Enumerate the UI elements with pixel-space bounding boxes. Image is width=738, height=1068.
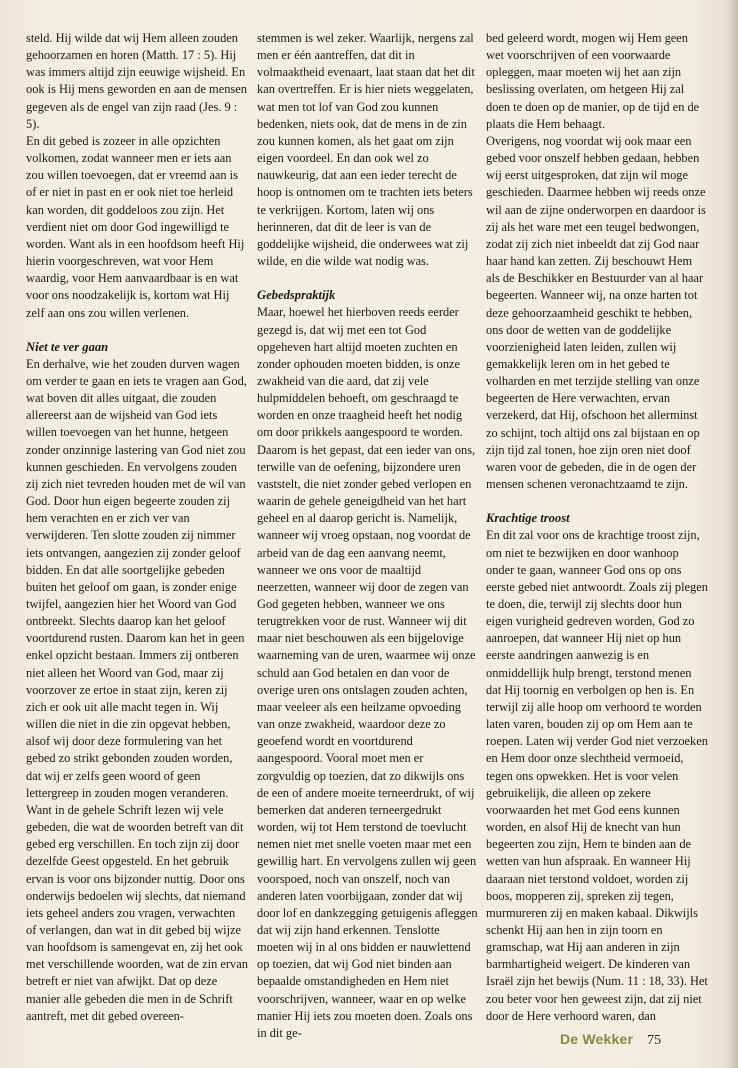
section-gap — [486, 493, 708, 510]
section-heading: Niet te ver gaan — [26, 339, 109, 354]
page-edge-shadow — [726, 0, 738, 1068]
paragraph: En dit gebed is zozeer in alle opzichten volkomen, zodat wanneer men er iets aan zou willen toevoegen, dat er vreemd aan is of er niet in past en er ook niet toe herleid kan worden, dit goddeloos zou zijn. Het verdient niet om door God ingewilligd te worden. Want als in een hoofdsom heeft Hij hierin voorgeschreven, wat voor Hem waardig, voor Hem aanvaardbaar is en wat voor ons noodzakelijk is, kortom wat Hij zelf aan ons zou willen verlenen. — [26, 133, 245, 320]
section-heading: Krachtige troost — [486, 511, 570, 526]
text-column-1 — [26, 30, 248, 1025]
magazine-name: De Wekker — [560, 1031, 634, 1047]
paragraph: Maar, hoewel het hierboven reeds eerder gezegd is, dat wij met een tot God opgeheven hart altijd moeten zuchten en zonder ophouden moeten bidden, is onze zwakheid van die aard, dat zij vele hulpmiddelen behoeft, om geschraagd te worden en onze traagheid heeft het nodig om door prikkels aangespoord te worden. Daarom is het gepast, dat een ieder van ons, terwille van de oefening, bijzondere uren vaststelt, die niet zonder gebed verlopen en waarin de gehele geneigdheid van het hart geheel en al daarop gericht is. Namelijk, wanneer wij vroeg opstaan, nog voordat de arbeid van de dag een aanvang neemt, wanneer we ons voor de maaltijd neerzetten, wanneer wij door de zegen van God gegeten hebben, wanneer we ons terugtrekken voor de rust. Wanneer wij dit maar niet beschouwen als een bijgelovige waarneming van de uren, waarmee wij onze schuld aan God betalen en dan voor de overige uren ons ontslagen zouden achten, maar veeleer als een heilzame opvoeding van onze zwakheid, waardoor deze zo geoefend wordt en voortdurend aangespoord. Vooral moet men er zorgvuldig op toezien, dat zo dikwijls ons de een of andere moeite terneerdrukt, of wij bemerken dat anderen terneergedrukt worden, wij tot Hem terstond de toevlucht nemen niet met snelle voeten maar met een gewillig hart. En vervolgens zullen wij geen voorspoed, noch van onszelf, noch van anderen laten voorbijgaan, zonder dat wij door lof en dankzegging getuigenis afleggen dat wij zijn hand erkennen. Tenslotte moeten wij in al ons bidden er nauwlettend op toezien, dat wij God niet binden aan bepaalde omstandigheden en Hem niet voorschrijven, wanneer, waar en op welke manier Hij iets zou moeten doen. Zoals ons in dit ge- — [257, 305, 478, 1040]
section-gap — [257, 270, 478, 287]
page-number: 75 — [647, 1033, 662, 1048]
paragraph: En dit zal voor ons de krachtige troost zijn, om niet te bezwijken en door wanhoop onder te gaan, wanneer God ons op ons eerste gebed niet antwoordt. Zoals zij plegen te doen, die, terwijl zij slechts door hun eigen vurigheid gedreven worden, God zo aanroepen, dat wanneer Hij niet op hun eerste aandringen aanwezig is en onmiddellijk hulp brengt, terstond menen dat Hij toornig en verbolgen op hen is. En terwijl zij alle hoop om verhoord te worden laten varen, bouden zij op om Hem aan te roepen. Laten wij verder God niet verzoeken en Hem door onze slechtheid vermoeid, tegen ons opwekken. Het is voor velen gebruikelijk, die alleen op zekere voorwaarden het met God eens kunnen worden, en alsof Hij de knecht van hun begeerten zou zijn, Hem te binden aan de wetten van hun afspraak. En wanneer Hij daaraan niet terstond voldoet, worden zij boos, mopperen zij, spreken zij tegen, murmureren zij en maken kabaal. Dikwijls schenkt Hij aan hen in zijn toorn en gramschap, wat Hij aan anderen in zijn barmhartigheid weigert. De kinderen van Israël zijn het bewijs (Num. 11 : 18, 33). Het zou beter voor hen geweest zijn, dat zij niet door de Here verhoord waren, dan — [486, 528, 708, 1023]
text-column-2 — [257, 30, 478, 1042]
section-gap — [26, 322, 248, 339]
paragraph: stemmen is wel zeker. Waarlijk, nergens zal men er één aantreffen, dat dit in volmaaktheid evenaart, laat staan dat het dit kan overtreffen. Er is hier niets weggelaten, wat men tot lof van God zou kunnen bedenken, niets ook, dat de mens in de zin zou kunnen komen, als het gaat om zijn eigen voordeel. En dan ook wel zo nauwkeurig, dat aan een ieder terecht de hoop is ontnomen om te trachten iets beters te verkrijgen. Kortom, laten wij ons herinneren, dat dit de leer is van de goddelijke wijsheid, die onderwees wat zij wilde, en die wilde wat nodig was. — [257, 31, 475, 269]
paragraph: steld. Hij wilde dat wij Hem alleen zouden gehoorzamen en horen (Matth. 17 : 5). Hij was immers altijd zijn eeuwige wijsheid. En ook is Hij mens geworden en aan de mensen gegeven als de engel van zijn raad (Jes. 9 : 5). — [26, 31, 247, 131]
paragraph: Overigens, nog voordat wij ook maar een gebed voor onszelf hebben gedaan, hebben wij eerst uitgesproken, dat zijn wil moge geschieden. Daarmee hebben wij reeds onze wil aan de zijne onderworpen en daardoor is zij als het ware met een teugel bedwongen, zodat zij zich niet inbeeldt dat zij God naar haar hand kan zetten. Zij beschouwt Hem als de Beschikker en Bestuurder van al haar begeerten. Wanneer wij, na onze harten tot deze gehoorzaamheid geschikt te hebben, ons door de wetten van de goddelijke voorzienigheid laten leiden, zullen wij gemakkelijk leren om in het gebed te volharden en met terzijde stelling van onze begeerten de Here verwachten, ervan verzekerd, dat Hij, ofschoon het allerminst zo schijnt, toch altijd ons zal bijstaan en op zijn tijd zal tonen, hoe zijn oren niet doof waren voor de gebeden, die in de ogen der mensen schenen veronachtzaamd te zijn. — [486, 133, 706, 492]
paragraph: bed geleerd wordt, mogen wij Hem geen wet voorschrijven of een voorwaarde opleggen, maar moeten wij het aan zijn beslissing overlaten, om hetgeen Hij zal doen te doen op de manier, op de tijd en de plaats die Hem behaagt. — [486, 31, 700, 131]
paragraph: En derhalve, wie het zouden durven wagen om verder te gaan en iets te vragen aan God, wat boven dit alles uitgaat, die zouden allereerst aan de wijsheid van God iets willen toevoegen van het hunne, hetgeen zonder onzinnige lastering van God niet zou kunnen geschieden. En vervolgens zouden zij zich niet tevreden houden met de wil van God. Door hun eigen begeerte zouden zij hem verachten en er zich ver van verwijderen. Ten slotte zouden zij nimmer iets ontvangen, aangezien zij zonder geloof bidden. En dat alle soortgelijke gebeden buiten het geloof om gaan, is zonder enige twijfel, aangezien hier het Woord van God ontbreekt. Slechts daarop kan het geloof voortdurend rusten. Daarom kan het in geen enkel opzicht bestaan. Immers zij ontberen niet alleen het Woord van God, maar zij voorzover ze ertoe in staat zijn, keren zij zich er ook uit alle macht tegen in. Wij willen die niet in die zin opgevat hebben, alsof wij door deze formulering van het gebed zo strikt gebonden zouden worden, dat wij er zelfs geen woord of geen lettergreep in zouden mogen veranderen. Want in de gehele Schrift lezen wij vele gebeden, die wat de woorden betreft van dit gebed erg verschillen. En toch zijn zij door dezelfde Geest opgesteld. En het gebruik ervan is voor ons bijzonder nuttig. Door ons onderwijs bedoelen wij slechts, dat niemand iets geheel anders zou vragen, verwachten of verlangen, dan wat in dit gebed bij wijze van hoofdsom is samengevat en, zij het ook met verschillende woorden, wat de zin ervan betreft er niet van afwijkt. Dat op deze manier alle gebeden die men in de Schrift aantreft, met dit gebed overeen- — [26, 356, 248, 1023]
text-column-3 — [486, 30, 708, 1025]
section-heading: Gebedspraktijk — [257, 288, 336, 303]
page-footer — [560, 1030, 720, 1050]
